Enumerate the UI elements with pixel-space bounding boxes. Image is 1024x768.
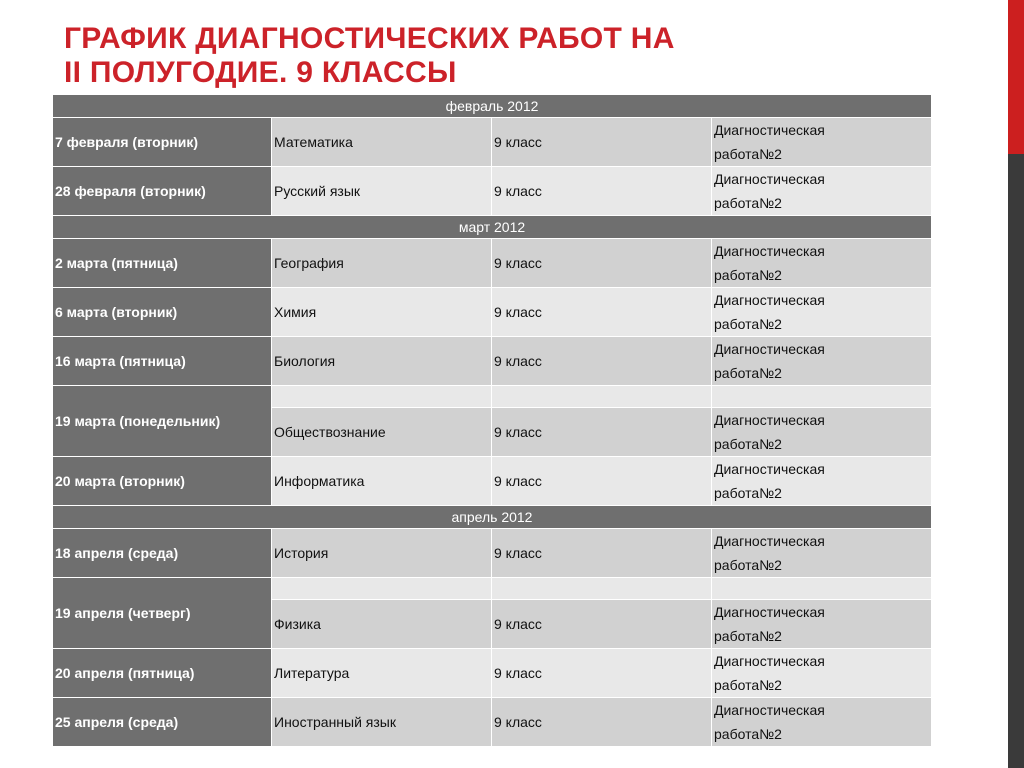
work-type-line-1: Диагностическая — [714, 171, 825, 187]
slide-title — [64, 22, 984, 90]
work-type-line-1: Диагностическая — [714, 292, 825, 308]
work-type-cell — [712, 337, 932, 386]
work-type-line-2: работа№2 — [714, 628, 782, 644]
table-row — [53, 118, 932, 167]
work-type-line-1: Диагностическая — [714, 533, 825, 549]
date-cell: 6 марта (вторник) — [53, 288, 272, 337]
work-type-line-1: Диагностическая — [714, 604, 825, 620]
subject-cell: Физика — [272, 600, 492, 649]
date-cell: 7 февраля (вторник) — [53, 118, 272, 167]
work-type-line-2: работа№2 — [714, 146, 782, 162]
class-cell: 9 класс — [492, 457, 712, 506]
date-cell: 16 марта (пятница) — [53, 337, 272, 386]
subject-cell: Литература — [272, 649, 492, 698]
subject-cell: Биология — [272, 337, 492, 386]
month-header-row — [53, 506, 932, 529]
subject-cell: Химия — [272, 288, 492, 337]
subject-cell: Математика — [272, 118, 492, 167]
table-row — [53, 529, 932, 578]
table-row — [53, 239, 932, 288]
subject-cell: Обществознание — [272, 408, 492, 457]
table-row — [53, 698, 932, 747]
empty-cell — [492, 386, 712, 408]
class-cell: 9 класс — [492, 408, 712, 457]
work-type-cell — [712, 239, 932, 288]
table-row — [53, 167, 932, 216]
right-accent-bar-dark — [1008, 154, 1024, 768]
work-type-cell — [712, 118, 932, 167]
work-type-line-2: работа№2 — [714, 726, 782, 742]
subject-cell: История — [272, 529, 492, 578]
work-type-line-1: Диагностическая — [714, 122, 825, 138]
work-type-cell — [712, 288, 932, 337]
work-type-line-1: Диагностическая — [714, 341, 825, 357]
date-cell: 18 апреля (среда) — [53, 529, 272, 578]
table-row — [53, 288, 932, 337]
work-type-cell — [712, 698, 932, 747]
subject-cell: География — [272, 239, 492, 288]
class-cell: 9 класс — [492, 118, 712, 167]
slide-title-line-1: ГРАФИК ДИАГНОСТИЧЕСКИХ РАБОТ НА — [64, 22, 675, 55]
work-type-line-1: Диагностическая — [714, 702, 825, 718]
table-row — [53, 337, 932, 386]
empty-cell — [712, 578, 932, 600]
table-row-spacer — [53, 386, 932, 408]
work-type-line-2: работа№2 — [714, 557, 782, 573]
date-cell: 28 февраля (вторник) — [53, 167, 272, 216]
date-cell: 20 марта (вторник) — [53, 457, 272, 506]
subject-cell: Русский язык — [272, 167, 492, 216]
month-header-row — [53, 216, 932, 239]
work-type-cell — [712, 457, 932, 506]
date-cell: 19 апреля (четверг) — [53, 578, 272, 649]
work-type-line-2: работа№2 — [714, 195, 782, 211]
class-cell: 9 класс — [492, 529, 712, 578]
empty-cell — [272, 386, 492, 408]
month-label: апрель 2012 — [53, 506, 932, 529]
date-cell: 19 марта (понедельник) — [53, 386, 272, 457]
work-type-line-2: работа№2 — [714, 436, 782, 452]
class-cell: 9 класс — [492, 698, 712, 747]
month-label: март 2012 — [53, 216, 932, 239]
class-cell: 9 класс — [492, 337, 712, 386]
slide-title-line-2: II ПОЛУГОДИЕ. 9 КЛАССЫ — [64, 56, 457, 89]
date-cell: 20 апреля (пятница) — [53, 649, 272, 698]
month-header-row — [53, 95, 932, 118]
work-type-line-1: Диагностическая — [714, 412, 825, 428]
work-type-line-1: Диагностическая — [714, 461, 825, 477]
class-cell: 9 класс — [492, 600, 712, 649]
right-accent-bar-red — [1008, 0, 1024, 154]
work-type-cell — [712, 408, 932, 457]
class-cell: 9 класс — [492, 239, 712, 288]
class-cell: 9 класс — [492, 649, 712, 698]
work-type-line-1: Диагностическая — [714, 243, 825, 259]
empty-cell — [272, 578, 492, 600]
empty-cell — [712, 386, 932, 408]
table-row-spacer — [53, 578, 932, 600]
work-type-line-2: работа№2 — [714, 677, 782, 693]
work-type-line-2: работа№2 — [714, 365, 782, 381]
work-type-line-2: работа№2 — [714, 267, 782, 283]
empty-cell — [492, 578, 712, 600]
work-type-cell — [712, 600, 932, 649]
table-row — [53, 649, 932, 698]
date-cell: 25 апреля (среда) — [53, 698, 272, 747]
work-type-line-1: Диагностическая — [714, 653, 825, 669]
date-cell: 2 марта (пятница) — [53, 239, 272, 288]
subject-cell: Информатика — [272, 457, 492, 506]
class-cell: 9 класс — [492, 167, 712, 216]
work-type-cell — [712, 529, 932, 578]
work-type-cell — [712, 649, 932, 698]
work-type-line-2: работа№2 — [714, 316, 782, 332]
schedule-table — [52, 94, 932, 747]
table-row — [53, 457, 932, 506]
class-cell: 9 класс — [492, 288, 712, 337]
work-type-cell — [712, 167, 932, 216]
month-label: февраль 2012 — [53, 95, 932, 118]
subject-cell: Иностранный язык — [272, 698, 492, 747]
work-type-line-2: работа№2 — [714, 485, 782, 501]
